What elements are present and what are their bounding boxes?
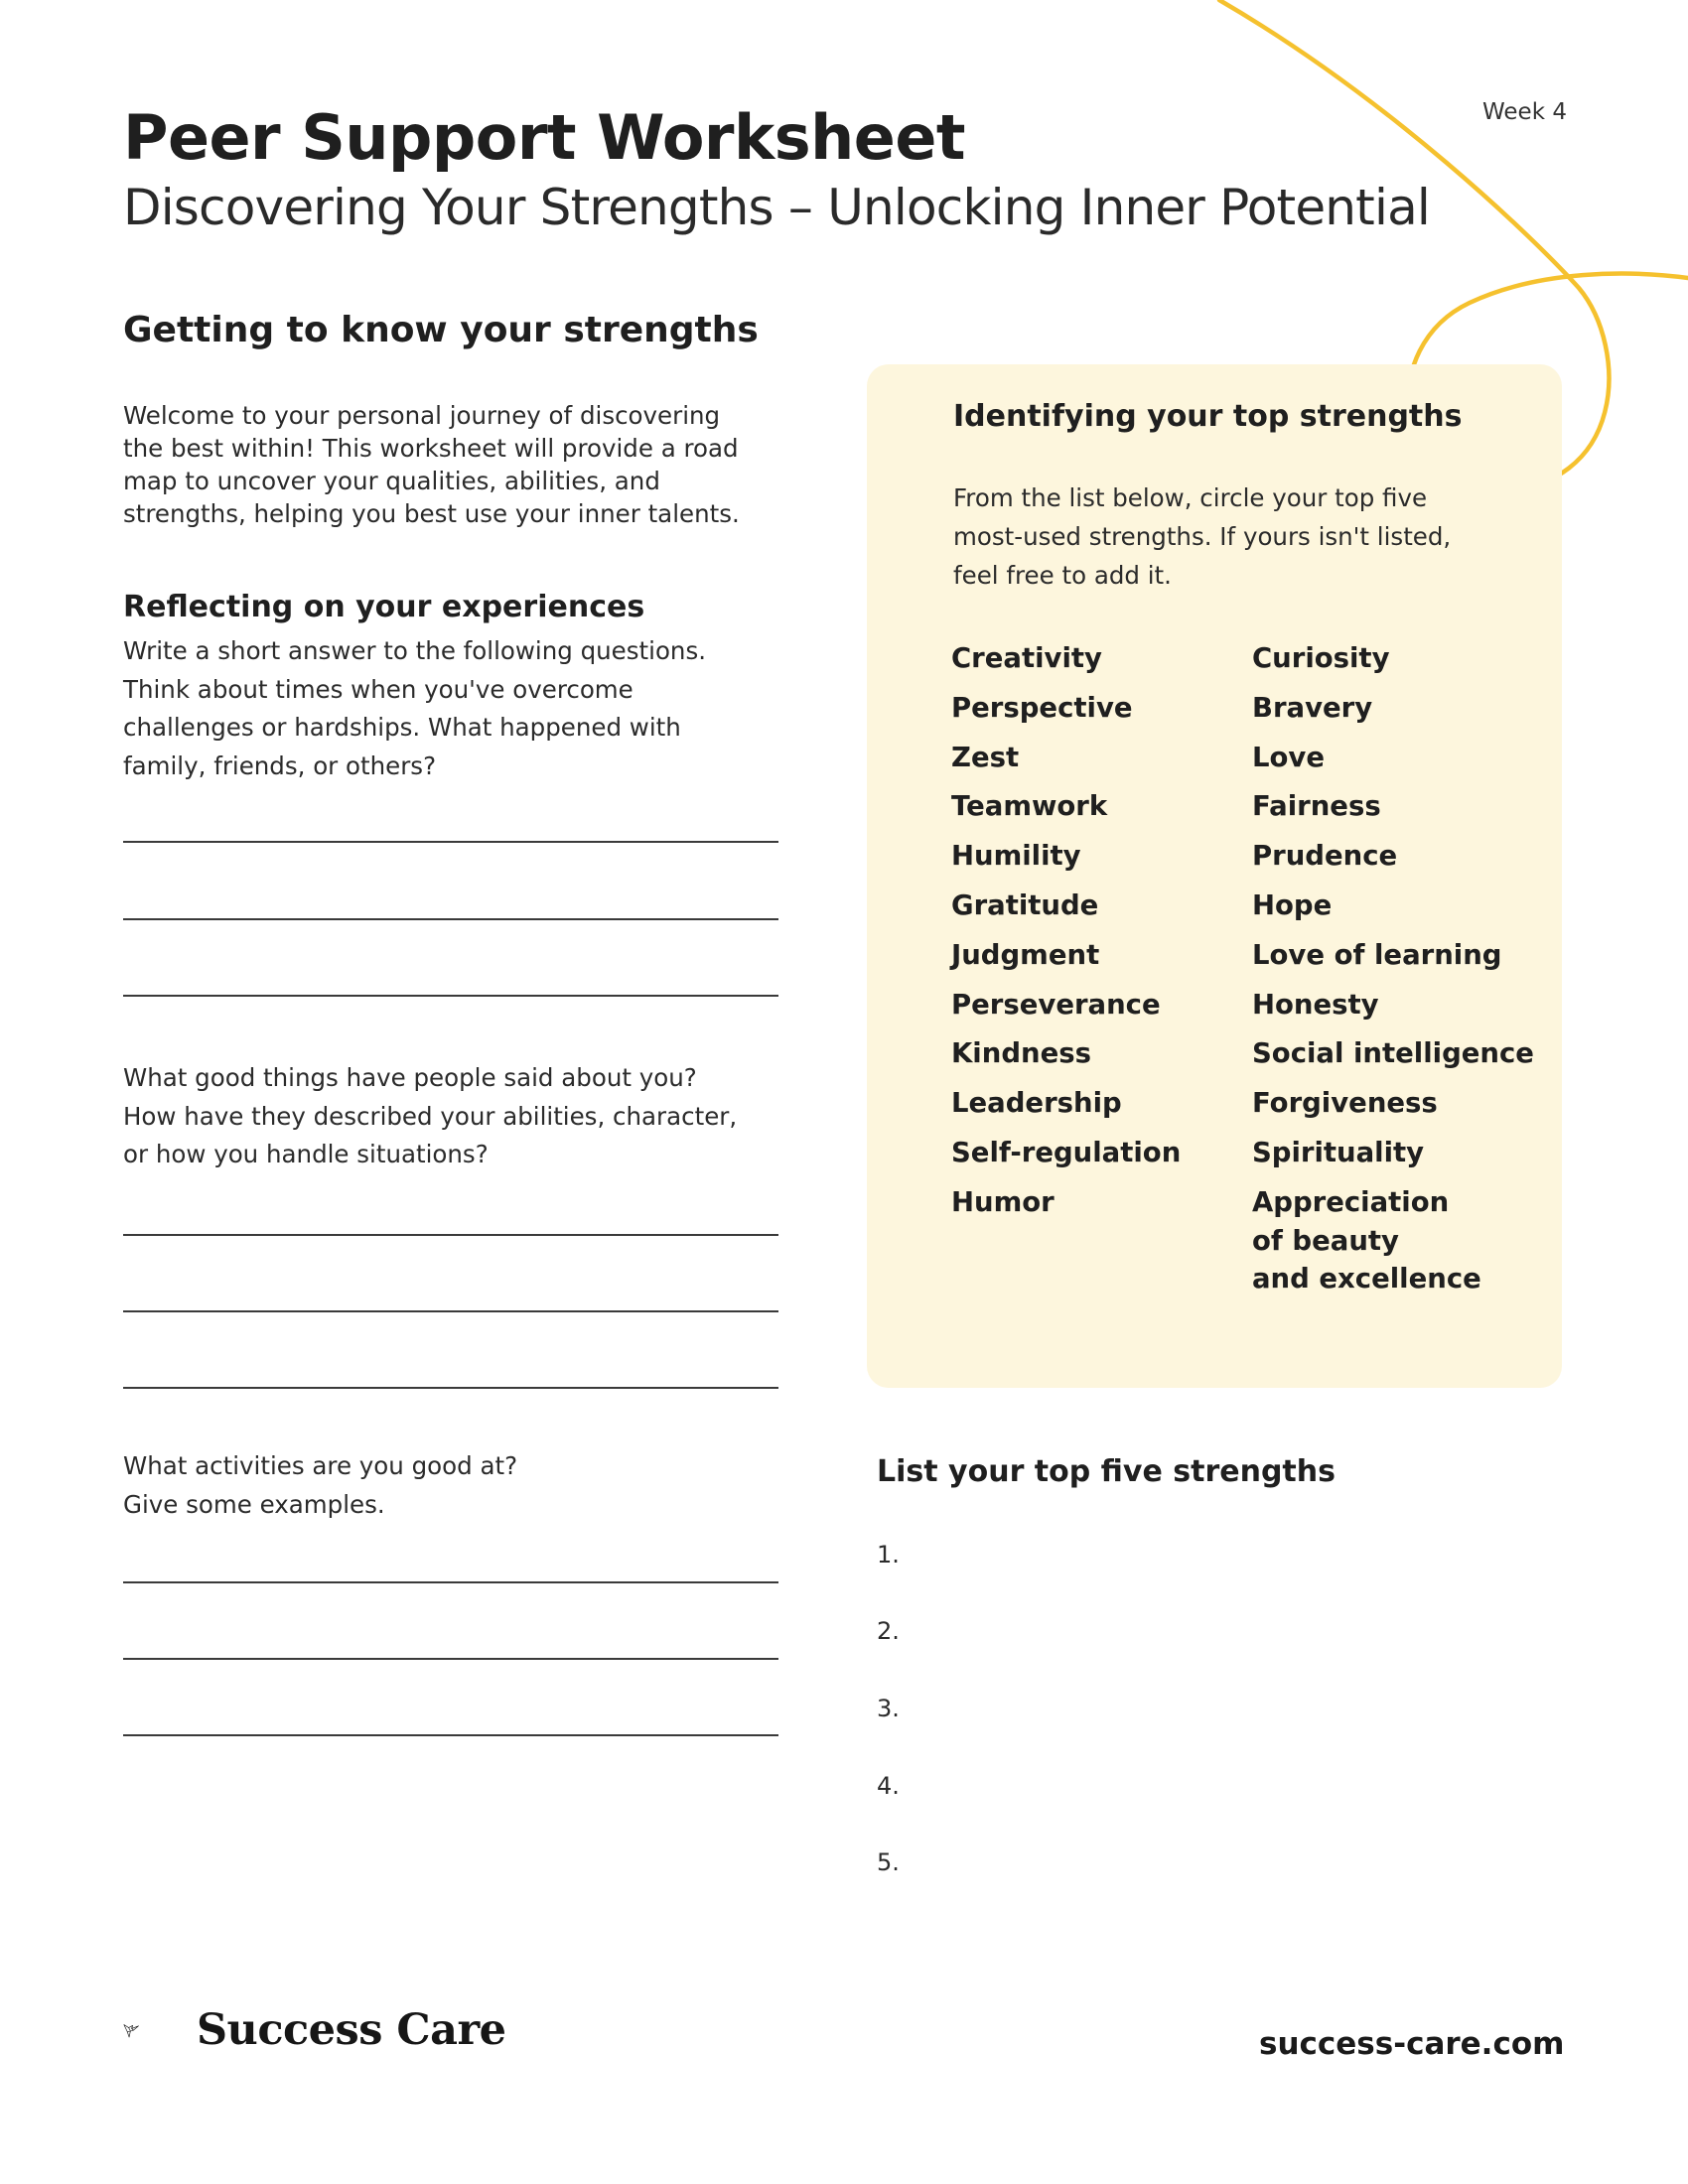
list-number-4[interactable]: 4. (877, 1772, 900, 1800)
brand-name: Success Care (197, 2005, 506, 2055)
question-1: Write a short answer to the following questions. Think about times when you've overcome challenges or hardships. What happened with family, friends, or others? (123, 636, 707, 780)
strengths-list-right (1252, 639, 1534, 1298)
strength-item[interactable]: Fairness (1252, 790, 1381, 823)
section-heading-strengths: Getting to know your strengths (123, 310, 759, 350)
answer-line-q2-1[interactable] (123, 1234, 778, 1236)
website-link[interactable]: success-care.com (1259, 2026, 1565, 2062)
strength-item[interactable]: Love (1252, 741, 1325, 773)
strength-item[interactable]: Forgiveness (1252, 1087, 1438, 1120)
strength-line: of beauty (1252, 1224, 1399, 1257)
section-heading-reflecting: Reflecting on your experiences (123, 590, 645, 624)
answer-line-q3-2[interactable] (123, 1658, 778, 1660)
strength-line: and excellence (1252, 1263, 1481, 1296)
strength-item[interactable]: Social intelligence (1252, 1037, 1534, 1070)
list-number-2[interactable]: 2. (877, 1617, 900, 1645)
strength-item[interactable]: Judgment (951, 938, 1100, 971)
strength-item[interactable]: Spirituality (1252, 1136, 1425, 1168)
strength-item[interactable]: Humor (951, 1185, 1055, 1218)
strength-item[interactable]: Bravery (1252, 691, 1373, 724)
hummingbird-logo-icon (123, 1991, 203, 2071)
strength-item[interactable]: Honesty (1252, 988, 1379, 1021)
week-label: Week 4 (1482, 99, 1567, 125)
strength-item-appreciation[interactable] (1252, 1183, 1534, 1298)
intro-paragraph: Welcome to your personal journey of discovering the best within! This worksheet will provide a road map to uncover your qualities, abilities, and strengths, helping you best use your inner talents. (123, 401, 740, 528)
question-2: What good things have people said about you? How have they described your abilities, character, or how you handle situations? (123, 1063, 738, 1168)
question-3: What activities are you good at? Give some examples. (123, 1451, 518, 1519)
answer-line-q3-3[interactable] (123, 1734, 778, 1736)
strength-item[interactable]: Zest (951, 741, 1020, 773)
strength-item[interactable]: Creativity (951, 642, 1102, 674)
answer-line-q2-3[interactable] (123, 1387, 778, 1389)
answer-line-q3-1[interactable] (123, 1581, 778, 1583)
strength-item[interactable]: Self-regulation (951, 1136, 1182, 1168)
list-number-5[interactable]: 5. (877, 1848, 900, 1876)
answer-line-q1-1[interactable] (123, 841, 778, 843)
strength-item[interactable]: Humility (951, 840, 1081, 873)
strength-item[interactable]: Teamwork (951, 790, 1108, 823)
answer-line-q2-2[interactable] (123, 1310, 778, 1312)
strength-item[interactable]: Curiosity (1252, 642, 1390, 674)
strength-item[interactable]: Perspective (951, 691, 1133, 724)
answer-line-q1-3[interactable] (123, 995, 778, 997)
strength-item[interactable]: Kindness (951, 1037, 1091, 1070)
top-five-title: List your top five strengths (877, 1454, 1336, 1489)
strength-item[interactable]: Hope (1252, 888, 1333, 921)
card-title: Identifying your top strengths (953, 399, 1463, 434)
page-subtitle: Discovering Your Strengths – Unlocking Inner Potential (123, 179, 1431, 236)
strengths-list-left (951, 639, 1181, 1233)
list-number-1[interactable]: 1. (877, 1541, 900, 1569)
strength-item[interactable]: Perseverance (951, 988, 1161, 1021)
page-title: Peer Support Worksheet (123, 101, 966, 174)
strength-item[interactable]: Leadership (951, 1087, 1122, 1120)
strength-item[interactable]: Gratitude (951, 888, 1099, 921)
answer-line-q1-2[interactable] (123, 918, 778, 920)
strength-item[interactable]: Prudence (1252, 840, 1398, 873)
strength-line: Appreciation (1252, 1185, 1450, 1218)
card-intro: From the list below, circle your top five most-used strengths. If yours isn't listed, feel free to add it. (953, 483, 1452, 590)
strength-item[interactable]: Love of learning (1252, 938, 1502, 971)
list-number-3[interactable]: 3. (877, 1695, 900, 1722)
